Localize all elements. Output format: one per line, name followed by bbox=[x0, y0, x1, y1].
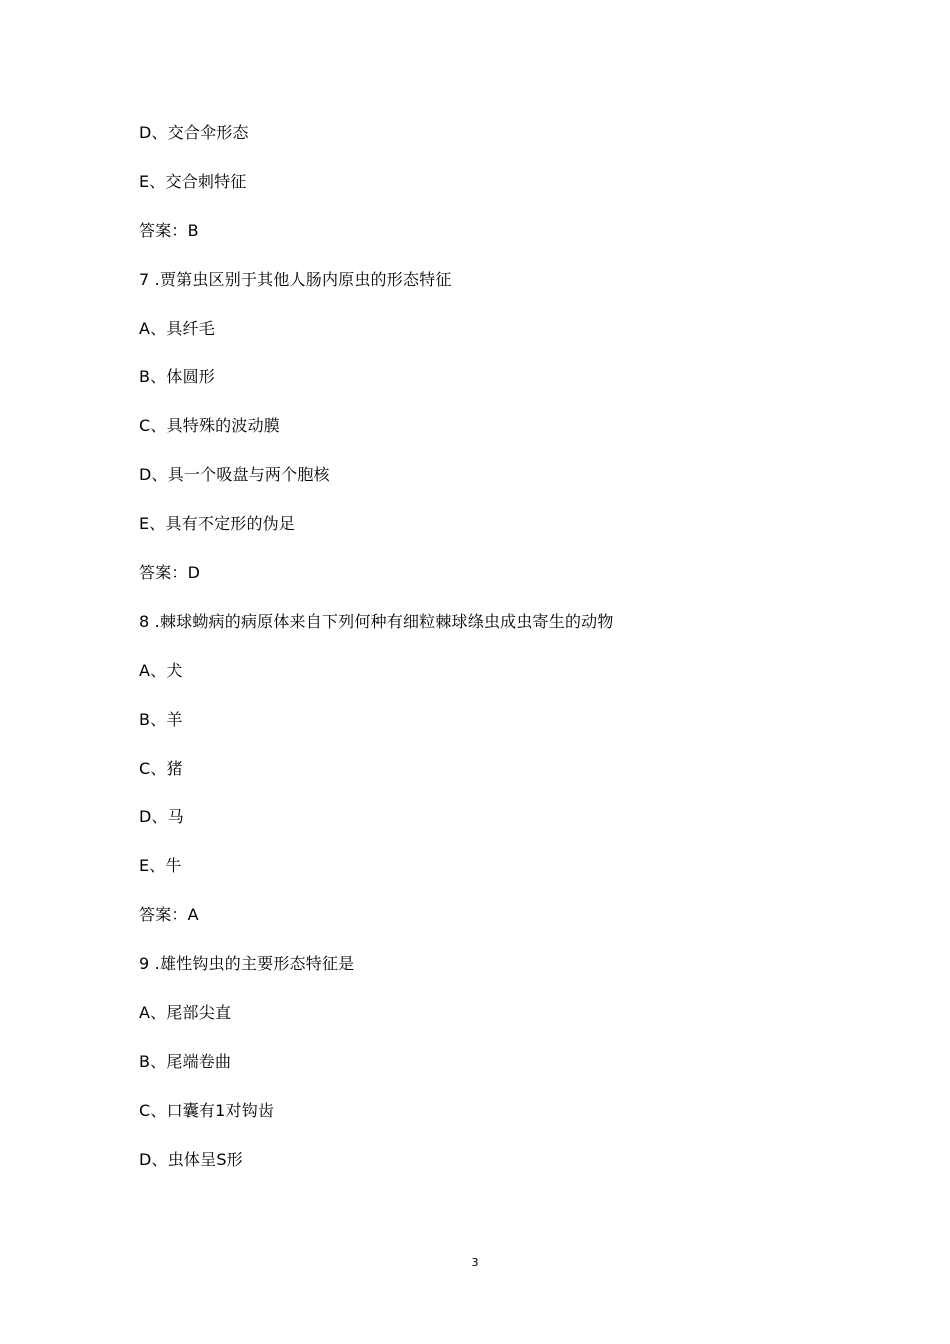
question-7: 7 .贾第虫区别于其他人肠内原虫的形态特征 bbox=[139, 269, 452, 289]
option-e-line: E、具有不定形的伪足 bbox=[139, 514, 296, 534]
option-a-line: A、犬 bbox=[139, 660, 183, 680]
option-a-line: A、具纤毛 bbox=[139, 318, 215, 338]
question-9: 9 .雄性钩虫的主要形态特征是 bbox=[139, 954, 355, 974]
page-content bbox=[139, 120, 839, 1196]
question-8: 8 .棘球蚴病的病原体来自下列何种有细粒棘球绦虫成虫寄生的动物 bbox=[139, 611, 614, 631]
answer-line: 答案：A bbox=[139, 905, 199, 925]
option-d-line: D、虫体呈S形 bbox=[139, 1149, 243, 1169]
option-b-line: B、体圆形 bbox=[139, 367, 215, 387]
answer-line: 答案：B bbox=[139, 220, 199, 240]
option-c-line: C、猪 bbox=[139, 758, 183, 778]
page-number: 3 bbox=[471, 1256, 479, 1269]
option-d-line: D、交合伞形态 bbox=[139, 123, 249, 142]
option-e-line: E、交合刺特征 bbox=[139, 171, 247, 191]
option-a-line: A、尾部尖直 bbox=[139, 1003, 232, 1023]
answer-line: 答案：D bbox=[139, 563, 201, 583]
option-e-line: E、牛 bbox=[139, 856, 182, 876]
option-b-line: B、尾端卷曲 bbox=[139, 1051, 232, 1071]
option-c-line: C、口囊有1对钩齿 bbox=[139, 1100, 275, 1120]
option-d-line: D、马 bbox=[139, 807, 184, 827]
option-b-line: B、羊 bbox=[139, 709, 183, 729]
option-c-line: C、具特殊的波动膜 bbox=[139, 416, 280, 436]
option-d-line: D、具一个吸盘与两个胞核 bbox=[139, 465, 330, 485]
